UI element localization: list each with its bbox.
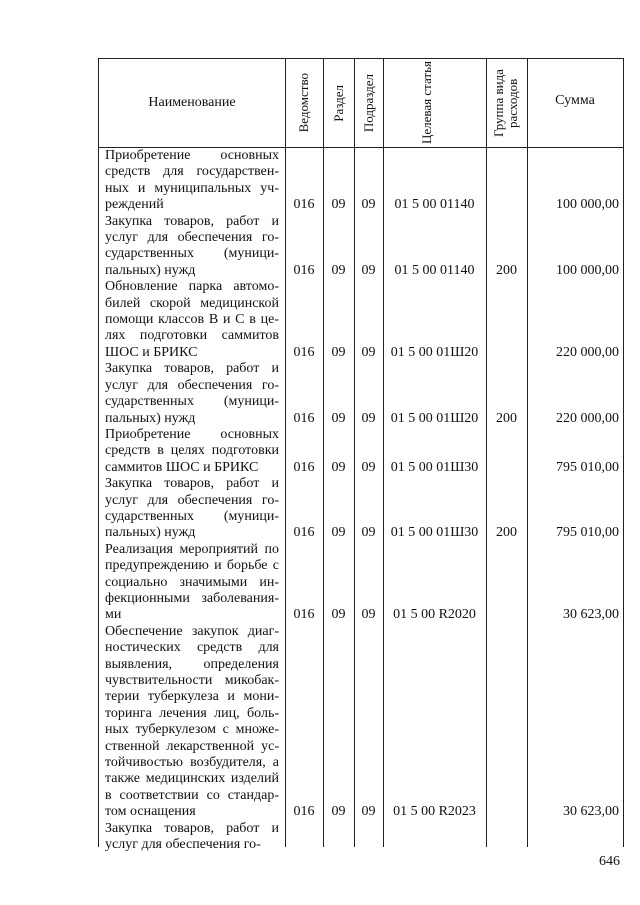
row-celevaya: 01 5 00 01140 (394, 262, 475, 278)
row-celevaya: 01 5 00 01140 (394, 197, 475, 213)
row-podrazdel: 09 (361, 410, 376, 426)
row-celevaya: 01 5 00 R2020 (393, 607, 476, 623)
table-row (99, 214, 623, 280)
table-row (99, 279, 623, 361)
row-name: Приобретение основных средств для государственных и муниципальных учреждений (105, 148, 279, 213)
row-name: Закупка товаров, работ и услуг для обеспечения го- (105, 820, 279, 853)
header-podrazdel: Подраздел (360, 73, 376, 133)
header-gruppa: Группа вида расходов (490, 69, 520, 137)
row-gruppa: 200 (496, 410, 517, 426)
row-summa: 795 010,00 (556, 525, 619, 541)
page-number: 646 (599, 854, 620, 869)
row-gruppa: 200 (496, 262, 517, 278)
row-summa: 30 623,00 (563, 804, 619, 820)
row-razdel: 09 (331, 410, 346, 426)
row-name: Приобретение основных средств в целях подготовки саммитов ШОС и БРИКС (105, 426, 279, 475)
table-row (99, 361, 623, 427)
row-celevaya: 01 5 00 01Ш20 (390, 344, 479, 360)
table-row (99, 821, 623, 854)
table-row (99, 148, 623, 214)
row-podrazdel: 09 (361, 459, 376, 475)
table-row (99, 542, 623, 624)
row-gruppa: 200 (496, 525, 517, 541)
row-podrazdel: 09 (361, 607, 376, 623)
row-celevaya: 01 5 00 01Ш20 (390, 410, 479, 426)
header-vedomstvo: Ведомство (296, 73, 311, 133)
row-celevaya: 01 5 00 01Ш30 (390, 459, 479, 475)
row-razdel: 09 (331, 459, 346, 475)
row-vedomstvo: 016 (293, 525, 315, 541)
table-row (99, 427, 623, 476)
row-summa: 795 010,00 (556, 459, 619, 475)
row-vedomstvo: 016 (293, 410, 315, 426)
row-vedomstvo: 016 (293, 459, 315, 475)
row-vedomstvo: 016 (293, 262, 315, 278)
row-summa: 220 000,00 (556, 344, 619, 360)
row-celevaya: 01 5 00 R2023 (393, 804, 476, 820)
row-summa: 100 000,00 (556, 262, 619, 278)
row-name: Закупка товаров, работ и услуг для обеспечения государственных (муниципальных) нужд (105, 361, 279, 426)
row-razdel: 09 (331, 525, 346, 541)
row-summa: 30 623,00 (563, 607, 619, 623)
row-name: Закупка товаров, работ и услуг для обеспечения государственных (муниципальных) нужд (105, 476, 279, 541)
header-name: Наименование (148, 95, 236, 110)
row-name: Обновление парка автомобилей скорой медицинской помощи классов В и С в целях подготовки саммитов ШОС и БРИКС (105, 279, 279, 360)
table-row (99, 476, 623, 542)
row-summa: 100 000,00 (556, 197, 619, 213)
row-name: Обеспечение закупок диагностических средств для выявления, определения чувствительности микобактерии туберкулеза и мониторинга лечения лиц, больных туберкулезом с множественной лекарственной устойчивостью возбудителя, а также медицинских изделий в соответствии со стандартом оснащения (105, 623, 279, 820)
row-vedomstvo: 016 (293, 344, 315, 360)
row-podrazdel: 09 (361, 804, 376, 820)
row-vedomstvo: 016 (293, 804, 315, 820)
row-name: Реализация мероприятий по предупреждению и борьбе с социально значимыми инфекционными заболеваниями (105, 541, 279, 623)
row-name: Закупка товаров, работ и услуг для обеспечения государственных (муниципальных) нужд (105, 213, 279, 278)
row-razdel: 09 (331, 344, 346, 360)
row-celevaya: 01 5 00 01Ш30 (390, 525, 479, 541)
row-podrazdel: 09 (361, 525, 376, 541)
header-razdel: Раздел (330, 84, 346, 122)
row-podrazdel: 09 (361, 262, 376, 278)
row-podrazdel: 09 (361, 197, 376, 213)
budget-table (98, 58, 624, 853)
header-summa: Сумма (555, 93, 595, 108)
row-podrazdel: 09 (361, 344, 376, 360)
row-vedomstvo: 016 (293, 607, 315, 623)
table-body (99, 148, 623, 853)
row-vedomstvo: 016 (293, 197, 315, 213)
row-summa: 220 000,00 (556, 410, 619, 426)
header-celevaya: Целевая статья (418, 61, 434, 145)
row-razdel: 09 (331, 262, 346, 278)
table-row (99, 624, 623, 821)
row-razdel: 09 (331, 197, 346, 213)
row-razdel: 09 (331, 607, 346, 623)
row-razdel: 09 (331, 804, 346, 820)
